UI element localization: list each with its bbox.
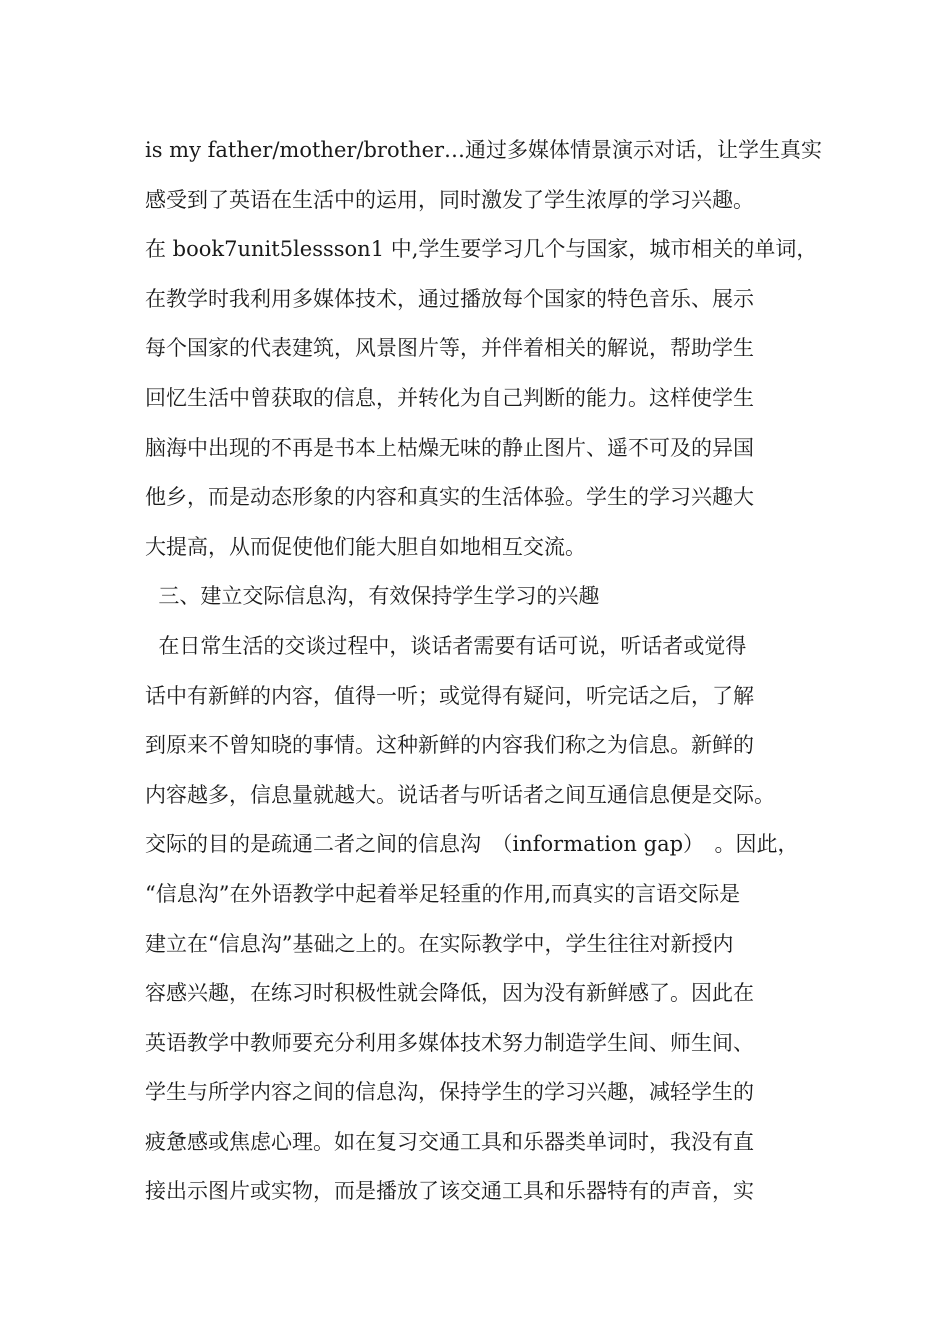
text-line: 感受到了英语在生活中的运用，同时激发了学生浓厚的学习兴趣。	[145, 187, 754, 212]
text-line: “信息沟”在外语教学中起着举足轻重的作用,而真实的言语交际是	[145, 881, 741, 906]
text-line: 在 book7unit5lessson1 中,学生要学习几个与国家，城市相关的单词，	[145, 237, 818, 262]
text-line: 大提高，从而促使他们能大胆自如地相互交流。	[145, 534, 586, 559]
text-line: 接出示图片或实物，而是播放了该交通工具和乐器特有的声音，实	[145, 1179, 754, 1204]
document-body	[145, 126, 835, 1217]
text-line: 脑海中出现的不再是书本上枯燥无味的静止图片、遥不可及的异国	[145, 435, 754, 460]
text-line: 在日常生活的交谈过程中，谈话者需要有话可说，听话者或觉得	[145, 633, 747, 658]
text-line: 话中有新鲜的内容，值得一听；或觉得有疑问，听完话之后，了解	[145, 683, 754, 708]
text-line: 在教学时我利用多媒体技术，通过播放每个国家的特色音乐、展示	[145, 286, 754, 311]
text-line: 学生与所学内容之间的信息沟，保持学生的学习兴趣，减轻学生的	[145, 1080, 754, 1105]
text-line: 建立在“信息沟”基础之上的。在实际教学中，学生往往对新授内	[145, 931, 734, 956]
text-line: 到原来不曾知晓的事情。这种新鲜的内容我们称之为信息。新鲜的	[145, 733, 754, 758]
text-line: 他乡，而是动态形象的内容和真实的生活体验。学生的学习兴趣大	[145, 485, 754, 510]
text-line: 疲惫感或焦虑心理。如在复习交通工具和乐器类单词时，我没有直	[145, 1129, 754, 1154]
text-line: 英语教学中教师要充分利用多媒体技术努力制造学生间、师生间、	[145, 1030, 754, 1055]
text-line: 每个国家的代表建筑，风景图片等，并伴着相关的解说，帮助学生	[145, 336, 754, 361]
text-line: 回忆生活中曾获取的信息，并转化为自己判断的能力。这样使学生	[145, 385, 754, 410]
text-line: is my father/mother/brother…通过多媒体情景演示对话，让学生真实	[145, 138, 823, 162]
text-line: 容感兴趣，在练习时积极性就会降低，因为没有新鲜感了。因此在	[145, 981, 754, 1006]
section-heading: 三、建立交际信息沟，有效保持学生学习的兴趣	[145, 584, 600, 609]
text-line: 交际的目的是疏通二者之间的信息沟 （information gap） 。因此，	[145, 832, 799, 857]
text-line: 内容越多，信息量就越大。说话者与听话者之间互通信息便是交际。	[145, 782, 775, 807]
